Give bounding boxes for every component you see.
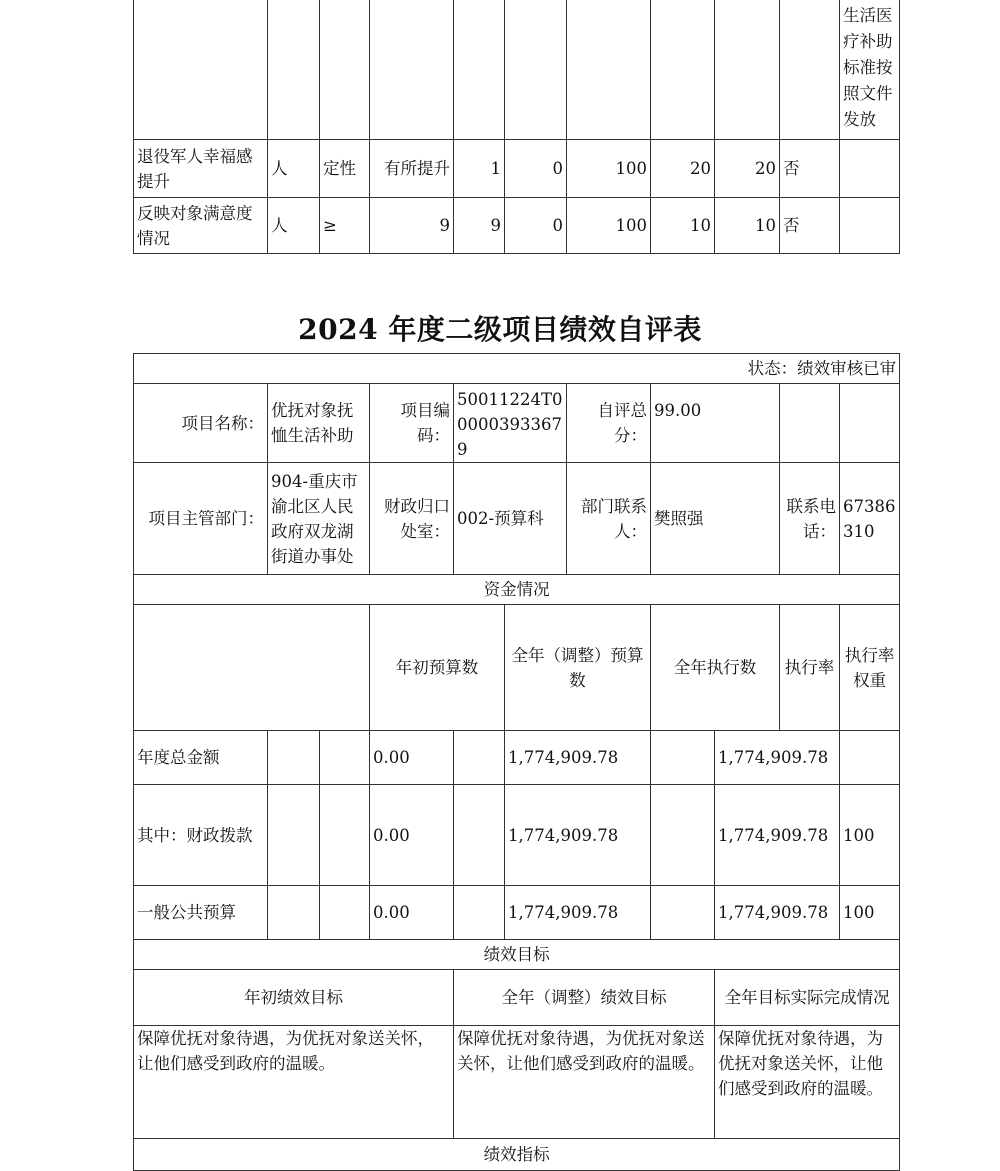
evaluation-table	[133, 353, 900, 1171]
indicator-name: 退役军人幸福感提升	[134, 140, 268, 198]
contact-label: 部门联系人：	[567, 463, 651, 575]
execution-rate-value: 100	[840, 886, 900, 940]
indicator-flag: 否	[780, 140, 840, 198]
project-info-row	[134, 384, 900, 463]
project-code-value: 50011224T000003933679	[454, 384, 567, 463]
indicator-row	[134, 140, 900, 198]
goals-header-row	[134, 970, 900, 1026]
execution-rate-header: 执行率	[780, 605, 840, 731]
indicator-flag: 否	[780, 198, 840, 254]
adjusted-budget-value: 1,774,909.78	[505, 731, 651, 785]
initial-goal-header: 年初绩效目标	[134, 970, 454, 1026]
initial-budget-value: 0.00	[370, 785, 454, 886]
indicator-completion: 100	[567, 198, 651, 254]
actual-goal-text: 保障优抚对象待遇，为优抚对象送关怀，让他们感受到政府的温暖。	[715, 1026, 900, 1139]
indicators-section-row	[134, 1139, 900, 1171]
phone-label: 联系电话：	[780, 463, 840, 575]
indicator-deviation: 0	[505, 140, 567, 198]
execution-rate-value	[840, 731, 900, 785]
indicators-section-title: 绩效指标	[134, 1139, 900, 1171]
adjusted-budget-value: 1,774,909.78	[505, 886, 651, 940]
initial-goal-text: 保障优抚对象待遇，为优抚对象送关怀，让他们感受到政府的温暖。	[134, 1026, 454, 1139]
funds-section-row	[134, 575, 900, 605]
indicator-weight: 20	[651, 140, 715, 198]
indicator-row	[134, 198, 900, 254]
adjusted-budget-value: 1,774,909.78	[505, 785, 651, 886]
initial-budget-value: 0.00	[370, 731, 454, 785]
project-name-value: 优抚对象抚恤生活补助	[268, 384, 370, 463]
finance-office-label: 财政归口处室：	[370, 463, 454, 575]
goals-section-row	[134, 940, 900, 970]
status-row	[134, 354, 900, 384]
note-row	[134, 0, 900, 140]
funds-row-label: 其中：财政拨款	[134, 785, 268, 886]
funds-row	[134, 785, 900, 886]
funds-row	[134, 731, 900, 785]
adjusted-goal-header: 全年（调整）绩效目标	[454, 970, 715, 1026]
goals-content-row	[134, 1026, 900, 1139]
status-text: 状态：绩效审核已审	[134, 354, 900, 384]
funds-row-label: 年度总金额	[134, 731, 268, 785]
indicator-score: 10	[715, 198, 780, 254]
department-value: 904-重庆市渝北区人民政府双龙湖街道办事处	[268, 463, 370, 575]
actual-goal-header: 全年目标实际完成情况	[715, 970, 900, 1026]
funds-row	[134, 886, 900, 940]
note-cell: 生活医疗补助标准按照文件发放	[840, 0, 900, 140]
department-row	[134, 463, 900, 575]
adjusted-budget-header: 全年（调整）预算数	[505, 605, 651, 731]
indicator-table-continuation	[133, 0, 900, 254]
executed-value: 1,774,909.78	[715, 731, 840, 785]
indicator-type: ≥	[320, 198, 370, 254]
project-code-label: 项目编码：	[370, 384, 454, 463]
phone-value: 67386310	[840, 463, 900, 575]
indicator-weight: 10	[651, 198, 715, 254]
indicator-actual: 1	[454, 140, 505, 198]
executed-value: 1,774,909.78	[715, 785, 840, 886]
indicator-completion: 100	[567, 140, 651, 198]
indicator-deviation: 0	[505, 198, 567, 254]
indicator-unit: 人	[268, 198, 320, 254]
funds-header-row	[134, 605, 900, 731]
page-title: 2024 年度二级项目绩效自评表	[298, 313, 702, 346]
executed-header: 全年执行数	[651, 605, 780, 731]
indicator-type: 定性	[320, 140, 370, 198]
adjusted-goal-text: 保障优抚对象待遇，为优抚对象送关怀，让他们感受到政府的温暖。	[454, 1026, 715, 1139]
self-score-label: 自评总分：	[567, 384, 651, 463]
indicator-target: 9	[370, 198, 454, 254]
funds-row-label: 一般公共预算	[134, 886, 268, 940]
initial-budget-value: 0.00	[370, 886, 454, 940]
indicator-target: 有所提升	[370, 140, 454, 198]
rate-weight-header: 执行率权重	[840, 605, 900, 731]
contact-value: 樊照强	[651, 463, 780, 575]
self-score-value: 99.00	[651, 384, 780, 463]
initial-budget-header: 年初预算数	[370, 605, 505, 731]
indicator-name: 反映对象满意度情况	[134, 198, 268, 254]
indicator-unit: 人	[268, 140, 320, 198]
department-label: 项目主管部门：	[134, 463, 268, 575]
funds-section-title: 资金情况	[134, 575, 900, 605]
project-name-label: 项目名称：	[134, 384, 268, 463]
finance-office-value: 002-预算科	[454, 463, 567, 575]
indicator-score: 20	[715, 140, 780, 198]
goals-section-title: 绩效目标	[134, 940, 900, 970]
indicator-actual: 9	[454, 198, 505, 254]
executed-value: 1,774,909.78	[715, 886, 840, 940]
execution-rate-value: 100	[840, 785, 900, 886]
